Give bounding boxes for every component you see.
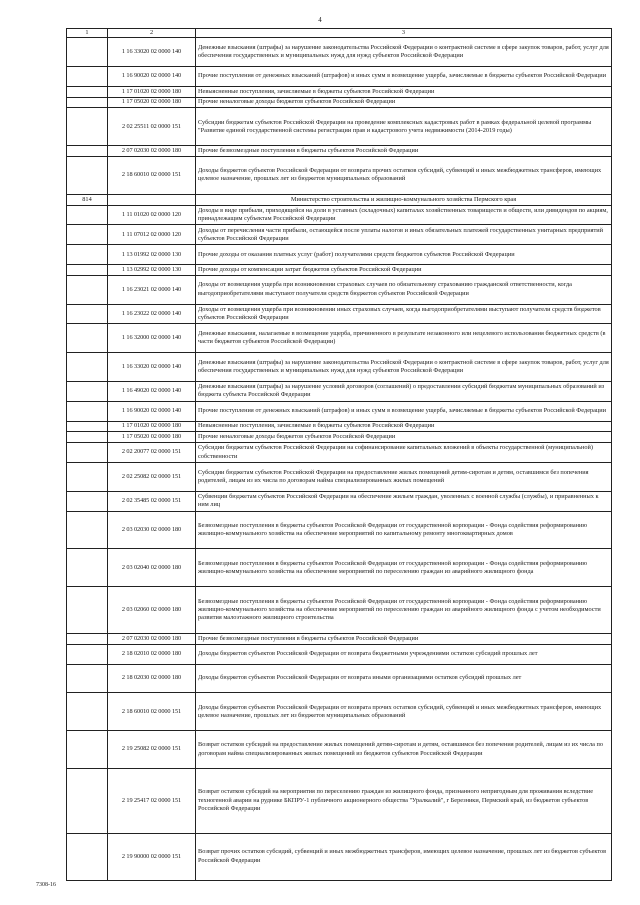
revenue-codes-table <box>66 28 612 881</box>
row-admin-code <box>67 353 108 382</box>
table-row <box>67 491 612 511</box>
row-description: Возврат прочих остатков субсидий, субвенций и иных межбюджетных трансферов, имеющих целевое назначение, прошлых лет из бюджетов субъектов Российской Федерации <box>196 833 612 880</box>
row-admin-code <box>67 769 108 834</box>
row-description: Субсидии бюджетам субъектов Российской Федерации на предоставление жилых помещений детям-сиротам и детям, оставшимся без попечения родителей, лицам из их числа по договорам найма специализированных жилых помещений <box>196 463 612 492</box>
table-row <box>67 324 612 353</box>
table-row <box>67 511 612 549</box>
table-row <box>67 157 612 195</box>
row-admin-code <box>67 205 108 225</box>
row-description: Денежные взыскания (штрафы) за нарушение законодательства Российской Федерации о контрактной системе в сфере закупок товаров, работ, услуг для обеспечения государственных и муниципальных нужд для нужд субъектов Российской Федерации <box>196 38 612 67</box>
row-admin-code <box>67 421 108 432</box>
row-revenue-code: 1 16 49020 02 0000 140 <box>108 382 196 402</box>
row-description: Доходы от возмещения ущерба при возникновении иных страховых случаев, когда выгодоприобретателями выступают получатели средств бюджетов субъектов Российской Федерации <box>196 304 612 324</box>
row-revenue-code: 2 18 02010 02 0000 180 <box>108 644 196 664</box>
row-admin-code <box>67 833 108 880</box>
row-admin-code <box>67 634 108 645</box>
row-description: Доходы от перечисления части прибыли, остающейся после уплаты налогов и иных обязательных платежей государственных унитарных предприятий субъектов Российской Федерации <box>196 225 612 245</box>
ministry-row <box>67 194 612 205</box>
row-description: Денежные взыскания (штрафы) за нарушение условий договоров (соглашений) о предоставлении субсидий бюджетам муниципальных образований из бюджета субъекта Российской Федерации <box>196 382 612 402</box>
row-revenue-code: 1 16 33020 02 0000 140 <box>108 353 196 382</box>
table-row <box>67 146 612 157</box>
row-admin-code <box>67 443 108 463</box>
row-revenue-code: 1 11 01020 02 0000 120 <box>108 205 196 225</box>
row-admin-code <box>67 265 108 276</box>
row-admin-code <box>67 38 108 67</box>
table-row <box>67 225 612 245</box>
row-revenue-code: 1 13 02992 02 0000 130 <box>108 265 196 276</box>
row-admin-code <box>67 587 108 634</box>
table-row <box>67 97 612 108</box>
row-revenue-code: 1 16 90020 02 0000 140 <box>108 401 196 421</box>
row-revenue-code: 2 18 60010 02 0000 151 <box>108 693 196 731</box>
row-admin-code <box>67 304 108 324</box>
row-revenue-code <box>108 194 196 205</box>
row-description: Доходы бюджетов субъектов Российской Федерации от возврата бюджетными учреждениями остатков субсидий прошлых лет <box>196 644 612 664</box>
row-description: Безвозмездные поступления в бюджеты субъектов Российской Федерации от государственной корпорации - Фонда содействия реформированию жилищно-коммунального хозяйства на обеспечение мероприятий по переселению граждан из аварийного жилищного фонда с учетом необходимости развития малоэтажного жилищного строительства <box>196 587 612 634</box>
row-revenue-code: 1 16 23022 02 0000 140 <box>108 304 196 324</box>
table-row <box>67 443 612 463</box>
table-body <box>67 29 612 881</box>
row-revenue-code: 2 02 25511 02 0000 151 <box>108 108 196 146</box>
row-revenue-code: 1 17 05020 02 0000 180 <box>108 432 196 443</box>
row-admin-code <box>67 225 108 245</box>
table-row <box>67 432 612 443</box>
table-row <box>67 245 612 265</box>
table-header-row <box>67 29 612 38</box>
row-description: Возврат остатков субсидий на предоставление жилых помещений детям-сиротам и детям, оставшимся без попечения родителей, лицам из их числа по договорам найма специализированных жилых помещений из бюджетов субъектов Российской Федерации <box>196 731 612 769</box>
row-description: Невыясненные поступления, зачисляемые в бюджеты субъектов Российской Федерации <box>196 86 612 97</box>
table-row <box>67 693 612 731</box>
row-admin-code <box>67 491 108 511</box>
row-revenue-code: 1 16 32000 02 0000 140 <box>108 324 196 353</box>
row-description: Безвозмездные поступления в бюджеты субъектов Российской Федерации от государственной корпорации - Фонда содействия реформированию жилищно-коммунального хозяйства на обеспечение мероприятий по капитальному ремонту многоквартирных домов <box>196 511 612 549</box>
row-revenue-code: 2 02 20077 02 0000 151 <box>108 443 196 463</box>
row-revenue-code: 2 18 02030 02 0000 180 <box>108 664 196 693</box>
row-description: Доходы бюджетов субъектов Российской Федерации от возврата прочих остатков субсидий, субвенций и иных межбюджетных трансферов, имеющих целевое назначение, прошлых лет из бюджетов муниципальных образований <box>196 157 612 195</box>
row-description: Денежные взыскания (штрафы) за нарушение законодательства Российской Федерации о контрактной системе в сфере закупок товаров, работ, услуг для обеспечения государственных и муниципальных нужд для нужд субъектов Российской Федерации <box>196 353 612 382</box>
row-admin-code <box>67 245 108 265</box>
row-admin-code <box>67 644 108 664</box>
table-row <box>67 275 612 304</box>
row-admin-code <box>67 157 108 195</box>
row-admin-code: 814 <box>67 194 108 205</box>
row-revenue-code: 2 03 02060 02 0000 180 <box>108 587 196 634</box>
row-revenue-code: 2 03 02030 02 0000 180 <box>108 511 196 549</box>
row-description: Прочие неналоговые доходы бюджетов субъектов Российской Федерации <box>196 97 612 108</box>
row-revenue-code: 2 02 35485 02 0000 151 <box>108 491 196 511</box>
row-description: Доходы бюджетов субъектов Российской Федерации от возврата иными организациями остатков субсидий прошлых лет <box>196 664 612 693</box>
row-revenue-code: 2 02 25082 02 0000 151 <box>108 463 196 492</box>
row-description: Прочие доходы от компенсации затрат бюджетов субъектов Российской Федерации <box>196 265 612 276</box>
row-revenue-code: 2 19 25082 02 0000 151 <box>108 731 196 769</box>
row-admin-code <box>67 401 108 421</box>
row-revenue-code: 1 17 05020 02 0000 180 <box>108 97 196 108</box>
table-row <box>67 731 612 769</box>
row-description: Субсидии бюджетам субъектов Российской Федерации на софинансирование капитальных вложений в объекты государственной (муниципальной) собственности <box>196 443 612 463</box>
row-description: Субвенции бюджетам субъектов Российской Федерации на обеспечение жильем граждан, уволенных с военной службы (службы), и приравненных к ним лиц <box>196 491 612 511</box>
row-admin-code <box>67 693 108 731</box>
header-col-1: 1 <box>67 29 108 38</box>
row-revenue-code: 2 19 25417 02 0000 151 <box>108 769 196 834</box>
table-row <box>67 38 612 67</box>
row-description: Невыясненные поступления, зачисляемые в бюджеты субъектов Российской Федерации <box>196 421 612 432</box>
row-admin-code <box>67 432 108 443</box>
row-revenue-code: 1 11 07012 02 0000 120 <box>108 225 196 245</box>
row-description: Возврат остатков субсидий на мероприятия по переселению граждан из жилищного фонда, признанного непригодным для проживания вследствие техногенной аварии на руднике БКПРУ-1 публичного акционерного общества "Уралкалий", г Березники, Пермский край, из бюджетов субъектов Российской Федерации <box>196 769 612 834</box>
row-admin-code <box>67 664 108 693</box>
document-footer-code: 7308-16 <box>36 882 56 888</box>
table-row <box>67 421 612 432</box>
row-revenue-code: 1 16 90020 02 0000 140 <box>108 67 196 87</box>
row-revenue-code: 1 17 01020 02 0000 180 <box>108 86 196 97</box>
row-admin-code <box>67 97 108 108</box>
row-admin-code <box>67 549 108 587</box>
row-admin-code <box>67 67 108 87</box>
table-row <box>67 769 612 834</box>
row-admin-code <box>67 108 108 146</box>
table-row <box>67 353 612 382</box>
header-col-3: 3 <box>196 29 612 38</box>
table-row <box>67 67 612 87</box>
table-row <box>67 634 612 645</box>
row-description: Прочие безвозмездные поступления в бюджеты субъектов Российской Федерации <box>196 146 612 157</box>
row-revenue-code: 1 17 01020 02 0000 180 <box>108 421 196 432</box>
row-description: Прочие неналоговые доходы бюджетов субъектов Российской Федерации <box>196 432 612 443</box>
row-revenue-code: 2 07 02030 02 0000 180 <box>108 634 196 645</box>
row-description: Прочие безвозмездные поступления в бюджеты субъектов Российской Федерации <box>196 634 612 645</box>
row-revenue-code: 2 18 60010 02 0000 151 <box>108 157 196 195</box>
row-admin-code <box>67 86 108 97</box>
row-description: Безвозмездные поступления в бюджеты субъектов Российской Федерации от государственной корпорации - Фонда содействия реформированию жилищно-коммунального хозяйства на обеспечение мероприятий по переселению граждан из аварийного жилищного фонда <box>196 549 612 587</box>
row-admin-code <box>67 463 108 492</box>
row-description: Доходы от возмещения ущерба при возникновении страховых случаев по обязательному страхованию гражданской ответственности, когда выгодоприобретателями выступают получатели средств бюджетов субъектов Российской Федерации <box>196 275 612 304</box>
row-admin-code <box>67 275 108 304</box>
table-row <box>67 587 612 634</box>
row-description: Прочие доходы от оказания платных услуг (работ) получателями средств бюджетов субъектов Российской Федерации <box>196 245 612 265</box>
table-row <box>67 549 612 587</box>
row-admin-code <box>67 146 108 157</box>
table-row <box>67 833 612 880</box>
table-row <box>67 463 612 492</box>
page-number: 4 <box>318 16 322 24</box>
row-revenue-code: 2 07 02030 02 0000 180 <box>108 146 196 157</box>
table-row <box>67 304 612 324</box>
table-row <box>67 86 612 97</box>
row-admin-code <box>67 382 108 402</box>
table-row <box>67 265 612 276</box>
row-revenue-code: 1 16 23021 02 0000 140 <box>108 275 196 304</box>
table-row <box>67 664 612 693</box>
row-revenue-code: 2 03 02040 02 0000 180 <box>108 549 196 587</box>
row-revenue-code: 1 16 33020 02 0000 140 <box>108 38 196 67</box>
table-row <box>67 401 612 421</box>
table-row <box>67 108 612 146</box>
row-revenue-code: 2 19 90000 02 0000 151 <box>108 833 196 880</box>
row-description: Прочие поступления от денежных взысканий (штрафов) и иных сумм в возмещение ущерба, зачисляемые в бюджеты субъектов Российской Федерации <box>196 67 612 87</box>
table-row <box>67 382 612 402</box>
row-description: Доходы в виде прибыли, приходящейся на доли в уставных (складочных) капиталах хозяйственных товариществ и обществ, или дивидендов по акциям, принадлежащим субъектам Российской Федерации <box>196 205 612 225</box>
row-admin-code <box>67 324 108 353</box>
row-revenue-code: 1 13 01992 02 0000 130 <box>108 245 196 265</box>
table-row <box>67 644 612 664</box>
header-col-2: 2 <box>108 29 196 38</box>
row-description: Субсидии бюджетам субъектов Российской Федерации на проведение комплексных кадастровых работ в рамках федеральной целевой программы "Развитие единой государственной системы регистрации прав и кадастрового учета недвижимости (2014-2019 годы) <box>196 108 612 146</box>
table-row <box>67 205 612 225</box>
row-admin-code <box>67 511 108 549</box>
row-description: Денежные взыскания, налагаемые в возмещение ущерба, причиненного в результате незаконного или нецелевого использования бюджетных средств (в части бюджетов субъектов Российской Федерации) <box>196 324 612 353</box>
row-description: Министерство строительства и жилищно-коммунального хозяйства Пермского края <box>196 194 612 205</box>
row-admin-code <box>67 731 108 769</box>
row-description: Прочие поступления от денежных взысканий (штрафов) и иных сумм в возмещение ущерба, зачисляемые в бюджеты субъектов Российской Федерации <box>196 401 612 421</box>
row-description: Доходы бюджетов субъектов Российской Федерации от возврата прочих остатков субсидий, субвенций и иных межбюджетных трансферов, имеющих целевое назначение, прошлых лет из бюджетов муниципальных образований <box>196 693 612 731</box>
